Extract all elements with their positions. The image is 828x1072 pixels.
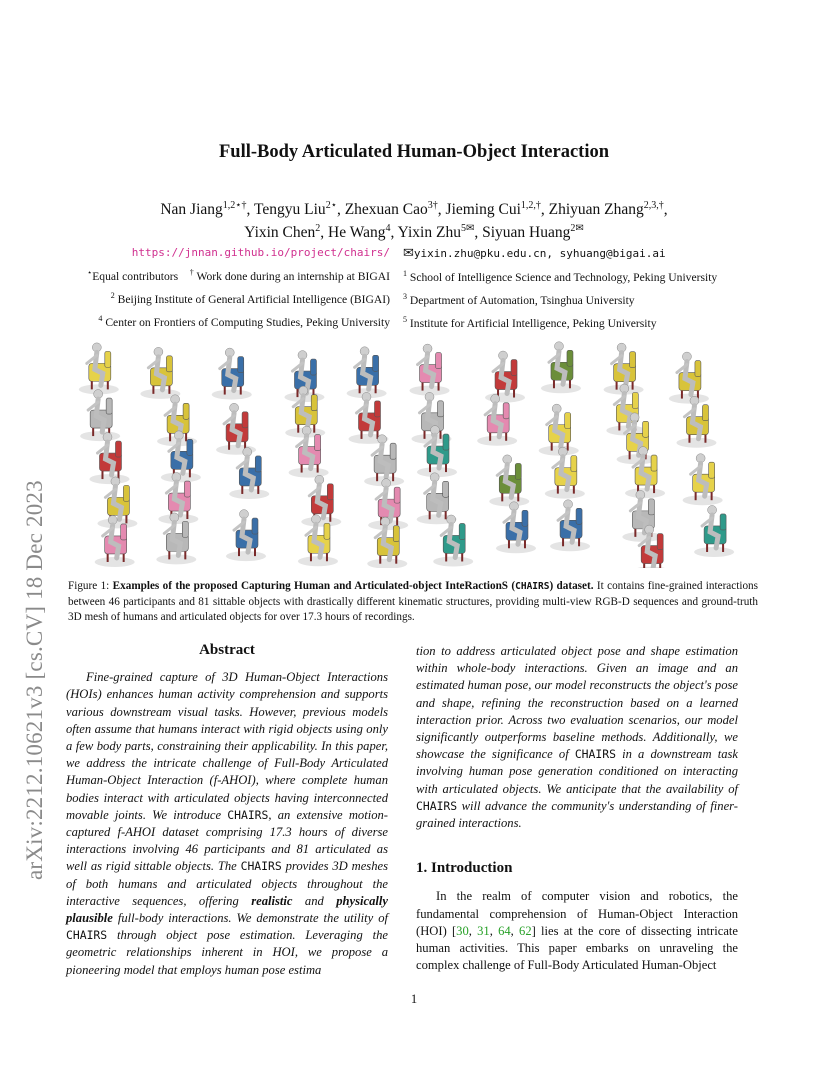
author-line-1: Nan Jiang$^{1,2⋆\dagger}$, Tengyu Liu$^{2⋆}$, Zhexuan Cao$^{3\dagger}$, Jieming Cui$^{1,2,\dagger}$, Zhiyuan Zhang$^{2,3,\dagger}$,	[160, 200, 668, 219]
author-affiliation-mark: 3†	[427, 200, 438, 211]
human-object-interaction-sample	[301, 475, 341, 527]
human-object-interaction-sample	[417, 426, 457, 478]
human-object-interaction-sample	[212, 348, 252, 400]
author-affiliation-mark: 2✉	[570, 223, 584, 235]
human-object-interaction-sample	[226, 510, 266, 562]
author-affiliation-mark: 2⋆	[325, 200, 337, 211]
human-object-interaction-sample	[97, 477, 137, 529]
author-affiliation-mark: 1,2,†	[520, 200, 541, 211]
author-name: Zhiyuan Zhang	[548, 201, 644, 219]
author-affiliation-mark: 4	[385, 223, 391, 235]
figure-1-caption: Figure 1: Examples of the proposed Capturing Human and Articulated-object InteRactionS (CHAIRS) dataset. It contains fine-grained interactions between 46 participants and 81 sittable objects with drastically different kinematic structures, providing multi-view RGB-D sequences and ground-truth 3D mesh of humans and articulated objects for over 17.3 hours of recordings.	[68, 580, 758, 623]
figure-1-render	[68, 336, 758, 568]
human-object-interaction-sample	[216, 403, 256, 455]
human-object-interaction-sample	[669, 352, 709, 404]
human-object-interaction-sample	[694, 505, 734, 556]
citation-link[interactable]: 31	[477, 923, 490, 938]
human-object-interaction-sample	[676, 396, 716, 448]
affiliation-3: $^3$ Department of Automation, Tsinghua University	[403, 291, 635, 307]
human-object-interaction-sample	[550, 500, 590, 552]
arxiv-identifier: arXiv:2212.10621v3 [cs.CV] 18 Dec 2023	[22, 480, 47, 880]
affiliation-5: $^5$ Institute for Artificial Intelligence, Peking University	[403, 315, 657, 331]
author-name: Yixin Chen	[244, 224, 316, 242]
citation-link[interactable]: 64	[498, 923, 511, 938]
human-object-interaction-sample	[489, 455, 529, 507]
human-object-interaction-sample	[485, 351, 525, 403]
author-affiliation-mark: 1,2⋆†	[222, 200, 247, 211]
author-name: Tengyu Liu	[254, 201, 326, 219]
notes-right	[403, 243, 783, 334]
contact-emails[interactable]: ✉yixin.zhu@pku.edu.cn, syhuang@bigai.ai	[403, 245, 666, 260]
human-object-interaction-sample	[541, 342, 581, 394]
author-affiliation-mark: 2,3,†	[643, 200, 664, 211]
affiliation-2: $^2$ Beijing Institute of General Artificial Intelligence (BIGAI)	[110, 290, 390, 306]
envelope-icon: ✉	[403, 245, 414, 260]
author-name: Siyuan Huang	[482, 224, 571, 242]
human-object-interaction-sample	[229, 447, 269, 499]
introduction-paragraph: In the realm of computer vision and robotics, the fundamental comprehension of Human-Object Interaction (HOI) [30, 31, 64, 62] lies at the core of dissecting intricate human activities. This paper embarks on unraveling the complex challenge of Full-Body Articulated Human-Object	[416, 889, 739, 973]
author-affiliation-mark: 5✉	[460, 223, 475, 235]
human-object-interaction-sample	[496, 502, 536, 554]
left-column	[66, 642, 388, 979]
human-object-interaction-sample	[410, 344, 450, 396]
human-object-interaction-sample	[622, 490, 662, 542]
author-name: Jieming Cui	[445, 201, 521, 219]
author-name: He Wang	[328, 224, 386, 242]
author-name: Zhexuan Cao	[344, 201, 428, 219]
equal-contribution-note: ⋆Equal contributors † Work done during an internship at BIGAI	[87, 267, 390, 283]
author-affiliation-mark: 2	[315, 223, 321, 235]
affiliation-1: $^1$ School of Intelligence Science and Technology, Peking University	[403, 268, 718, 284]
right-column	[416, 643, 738, 974]
abstract-paragraph-a: Fine-grained capture of 3D Human-Object Interactions (HOIs) enhances human activity comprehension and supports various downstream visual tasks. However, previous models often assume that humans interact with rigid objects using only a few body parts, constraining their applicability. In this paper, we address the intricate challenge of Full-Body Articulated Human-Object Interaction (f-AHOI), where complete human bodies interact with articulated objects having interconnected movable joints. We introduce CHAIRS, an extensive motion-captured f-AHOI dataset comprising 17.3 hours of diverse interactions involving 46 participants and 81 articulated as well as rigid sittable objects. The CHAIRS provides 3D meshes of both humans and articulated objects throughout the interactive sequences, offering realistic and physically plausible full-body interactions. We demonstrate the utility of CHAIRS through object pose estimation. Leveraging the geometric relationships inherent in HOI, we propose a pioneering model that employs human pose estima	[66, 670, 389, 977]
human-object-interaction-sample	[683, 454, 723, 506]
author-name: Nan Jiang	[160, 201, 223, 219]
page-number: 1	[410, 992, 418, 1006]
paper-title: Full-Body Articulated Human-Object Interaction	[218, 142, 610, 162]
introduction-heading: 1. Introduction	[416, 860, 513, 877]
abstract-heading: Abstract	[199, 642, 255, 658]
author-line-2: Yixin Chen$^2$, He Wang$^4$, Yixin Zhu$^{5✉}$, Siyuan Huang$^{2✉}$	[244, 223, 584, 242]
abstract-paragraph-b: tion to address articulated object pose and shape estimation within whole-body interactions. Given an image and an estimated human pose, our model reconstructs the object's pose and shape, refining the reconstruction based on a learned interaction prior. Across two evaluation scenarios, our model significantly outperforms baseline methods. Additionally, we showcase the significance of CHAIRS in a downstream task involving human pose generation conditioned on interacting with articulated objects. We anticipate that the availability of CHAIRS will advance the community's understanding of finer-grained interactions.	[416, 644, 738, 831]
author-name: Yixin Zhu	[397, 224, 461, 242]
human-object-interaction-sample	[631, 525, 671, 568]
project-link[interactable]: https://jnnan.github.io/project/chairs/	[131, 246, 390, 259]
figure-1-illustration	[68, 336, 758, 568]
human-object-interaction-sample	[140, 347, 180, 399]
affiliation-4: $^4$ Center on Frontiers of Computing Studies, Peking University	[98, 314, 390, 330]
human-object-interaction-sample	[625, 447, 665, 499]
citation-link[interactable]: 62	[519, 923, 532, 938]
human-object-interaction-sample	[80, 390, 120, 442]
human-object-interaction-sample	[347, 347, 387, 399]
citation-link[interactable]: 30	[456, 923, 469, 938]
human-object-interaction-sample	[539, 404, 579, 456]
author-list	[110, 196, 718, 242]
human-object-interaction-sample	[79, 343, 119, 395]
notes-left	[60, 243, 390, 333]
